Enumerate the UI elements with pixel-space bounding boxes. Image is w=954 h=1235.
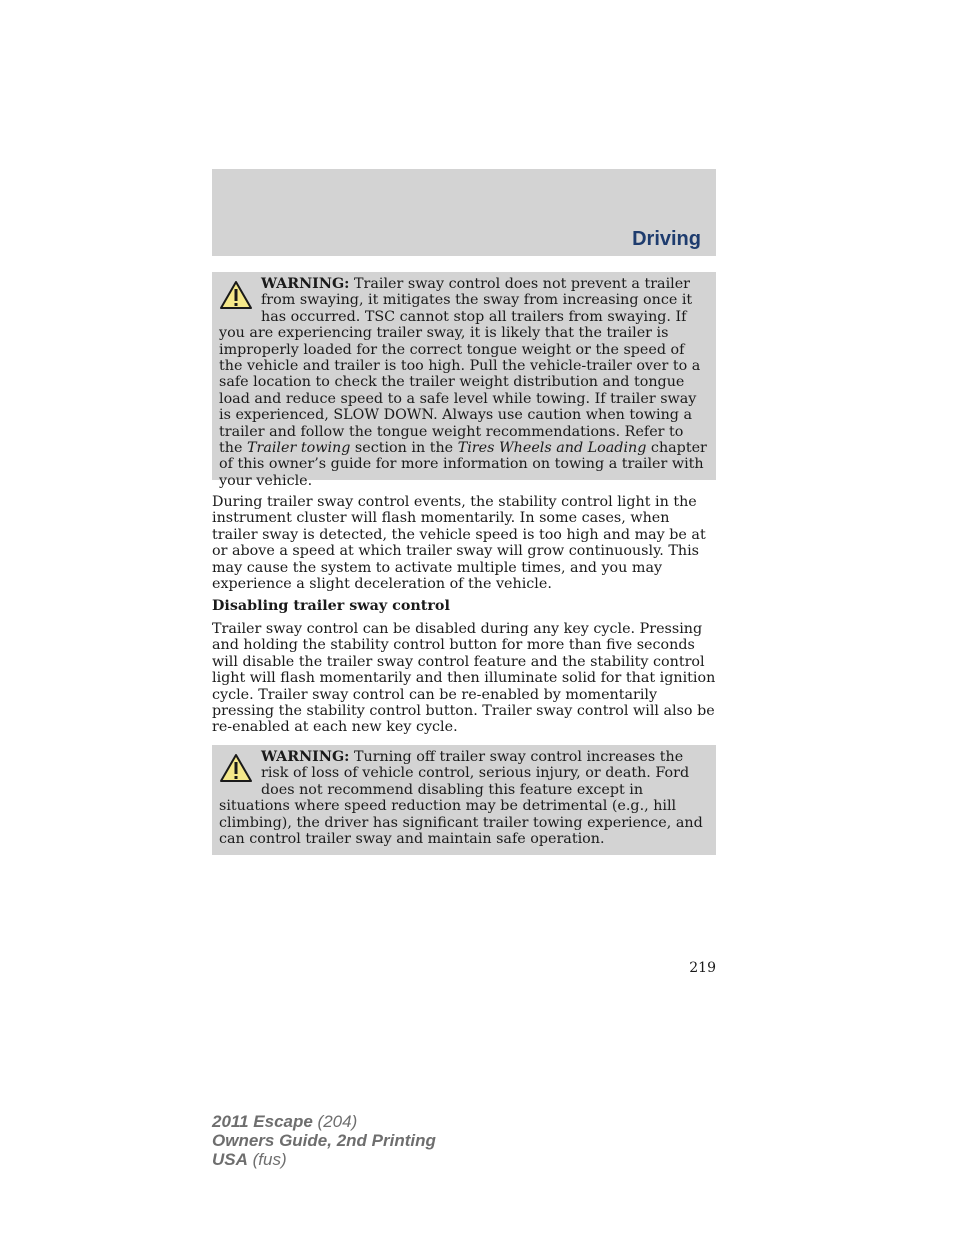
section-title: Driving [632, 228, 701, 250]
page-number: 219 [689, 960, 716, 976]
footer [212, 1112, 436, 1169]
warning-triangle-icon [219, 753, 253, 783]
footer-model: 2011 Escape [212, 1112, 313, 1131]
warning-text: Trailer sway control does not prevent a trailer from swaying, it mitigates the sway from increasing once it has occurred. TSC cannot stop all trailers from swaying. If you are experiencing trailer sway, it is likely that the trailer is improperly loaded for the correct tongue weight or the speed of the vehicle and trailer is too high. Pull the vehicle-trailer over to a safe location to check the trailer weight distribution and tongue load and reduce speed to a safe level while towing. If trailer sway is experienced, SLOW DOWN. Always use caution when towing a trailer and follow the tongue weight recommendations. Refer to the [219, 276, 701, 457]
footer-model-code: (204) [312, 1112, 358, 1131]
warning-box-trailer-sway [212, 272, 716, 489]
footer-market-code: (fus) [247, 1150, 287, 1169]
warning-triangle-icon [219, 280, 253, 310]
footer-guide: Owners Guide, 2nd Printing [212, 1131, 436, 1150]
body-paragraph: Trailer sway control can be disabled during any key cycle. Pressing and holding the stability control button for more than five seconds will disable the trailer sway control feature and the stability control light will flash momentarily and then illuminate solid for that ignition cycle. Trailer sway control can be re-enabled by momentarily pressing the stability control button. Trailer sway control will also be re-enabled at each new key cycle. [212, 621, 716, 736]
footer-market: USA [212, 1150, 248, 1169]
warning-label: WARNING: [261, 276, 350, 292]
section-header [212, 169, 716, 256]
warning-box-disable-tsc [212, 745, 716, 855]
warning-text: chapter of this owner’s guide for more information on towing a trailer with your vehicle. [219, 440, 707, 489]
reference-tires-wheels-loading: Tires Wheels and Loading [457, 440, 647, 457]
body-paragraph: During trailer sway control events, the stability control light in the instrument cluster will flash momentarily. In some cases, when trailer sway is detected, the vehicle speed is too high and may be at or above a speed at which trailer sway will grow continuously. This may cause the system to activate multiple times, and you may experience a slight deceleration of the vehicle. [212, 494, 706, 593]
reference-trailer-towing: Trailer towing [246, 440, 351, 457]
warning-label: WARNING: [261, 749, 350, 765]
warning-text: Turning off trailer sway control increases the risk of loss of vehicle control, serious injury, or death. Ford does not recommend disabling this feature except in situations where speed reduction may be detrimental (e.g., hill climbing), the driver has significant trailer towing experience, and can control trailer sway and maintain safe operation. [219, 749, 703, 848]
subheading: Disabling trailer sway control [212, 598, 450, 614]
warning-text: section in the [350, 440, 458, 457]
